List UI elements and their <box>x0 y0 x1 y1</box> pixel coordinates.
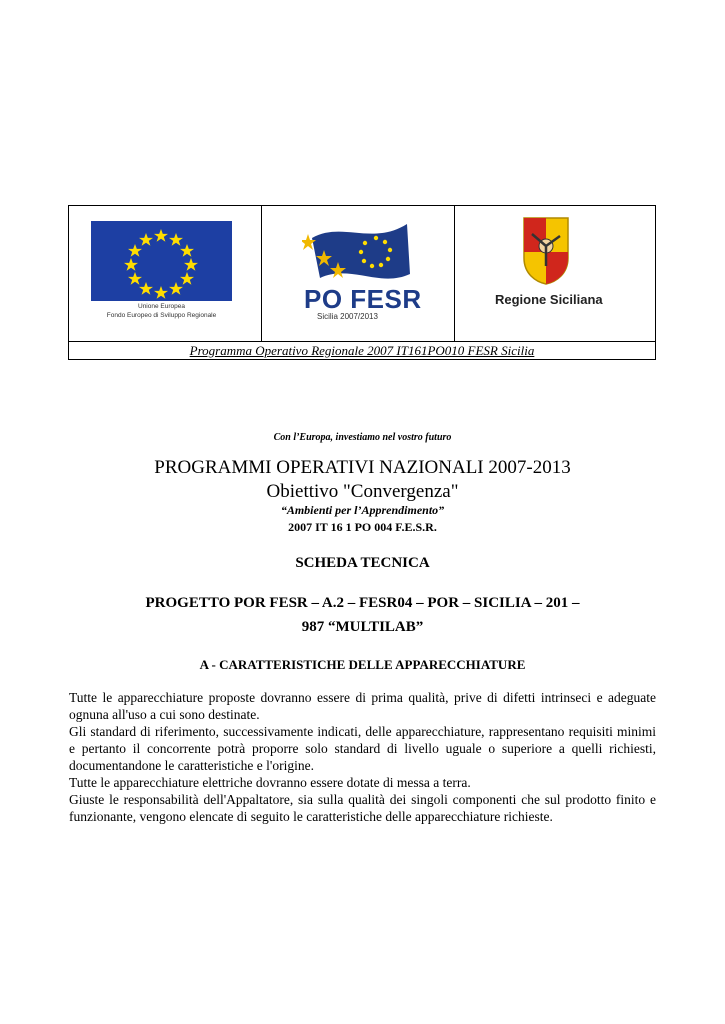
eu-logo-cell <box>69 206 262 341</box>
paragraph: Gli standard di riferimento, successivamente indicati, delle apparecchiature, rappresentano requisiti minimi e pertanto il concorrente potrà proporre solo standard di livello uguale o superiore a quelli richiesti, documentandone le caratteristiche e l'origine. <box>69 724 656 773</box>
subtitle-code: 2007 IT 16 1 PO 004 F.E.S.R. <box>288 520 437 534</box>
pofesr-flag-icon <box>302 216 417 286</box>
objective-title: Obiettivo "Convergenza" <box>266 481 459 502</box>
pofesr-logo-cell <box>262 206 455 341</box>
pofesr-logo-text: PO FESR <box>304 284 422 314</box>
logo-header-table <box>68 205 656 360</box>
regione-logo-cell <box>455 206 655 341</box>
eu-caption-line2: Fondo Europeo di Sviluppo Regionale <box>106 312 217 319</box>
eu-flag-icon <box>91 221 232 301</box>
sicily-crest-icon <box>520 214 572 286</box>
paragraph: Giuste le responsabilità dell'Appaltatore, sia sulla qualità dei singoli componenti che sul prodotto finito e funzionante, vengono elencate di seguito le caratteristiche delle apparecchiature richieste. <box>69 792 656 824</box>
subtitle-ambienti: “Ambienti per l’Apprendimento” <box>280 503 445 517</box>
page-title: PROGRAMMI OPERATIVI NAZIONALI 2007-2013 <box>154 457 571 478</box>
logo-row <box>69 206 655 342</box>
project-line-1: PROGETTO POR FESR – A.2 – FESR04 – POR – SICILIA – 201 – <box>145 595 580 611</box>
motto: Con l’Europa, investiamo nel vostro futuro <box>273 432 452 443</box>
body-text <box>69 689 656 825</box>
scheda-heading: SCHEDA TECNICA <box>295 555 430 571</box>
program-caption: Programma Operativo Regionale 2007 IT161PO010 FESR Sicilia <box>189 343 535 358</box>
paragraph: Tutte le apparecchiature elettriche dovranno essere dotate di messa a terra. <box>69 775 471 790</box>
eu-caption-line1: Unione Europea <box>138 303 185 310</box>
pofesr-logo-subtitle: Sicilia 2007/2013 <box>317 312 378 321</box>
eu-caption <box>91 302 232 320</box>
project-line-2: 987 “MULTILAB” <box>301 619 424 635</box>
section-heading: A - CARATTERISTICHE DELLE APPARECCHIATURE <box>199 657 526 672</box>
regione-logo-text: Regione Siciliana <box>495 292 603 307</box>
paragraph: Tutte le apparecchiature proposte dovranno essere di prima qualità, prive di difetti intrinseci e adeguate ognuna all'uso a cui sono destinate. <box>69 690 656 722</box>
